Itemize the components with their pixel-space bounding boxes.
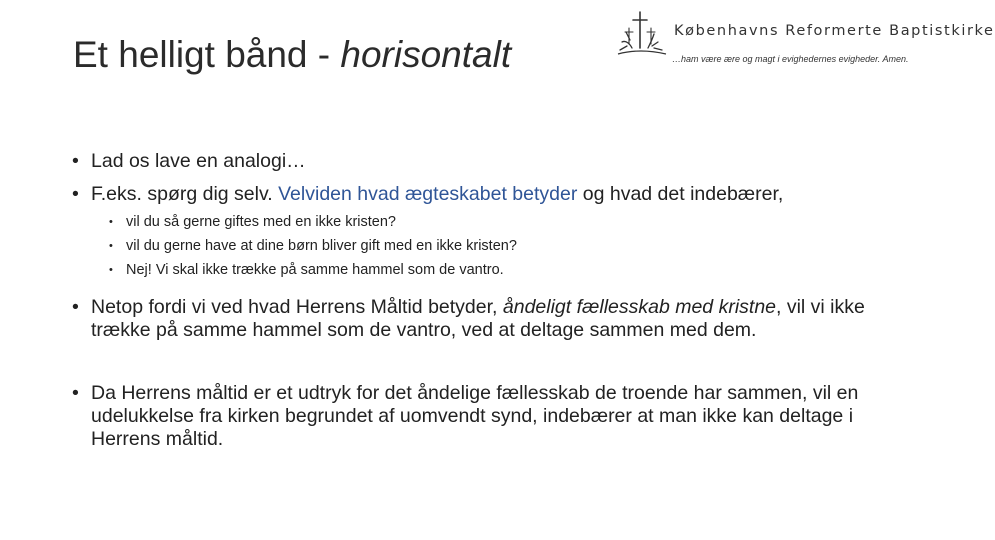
church-name: Københavns Reformerte Baptistkirke xyxy=(674,23,995,39)
bullet-dot: • xyxy=(72,296,79,318)
bullet-text-after: , vil vi ikke trække på samme hammel som de vantro, ved at deltage sammen med dem. xyxy=(91,296,865,341)
bullet-text xyxy=(91,183,932,206)
sub-bullet-text: vil du så gerne giftes med en ikke kristen? xyxy=(126,214,396,230)
church-logo xyxy=(618,10,995,70)
title-italic: horisontalt xyxy=(340,34,512,75)
sub-bullet-text: vil du gerne have at dine børn bliver gift med en ikke kristen? xyxy=(126,238,517,254)
bullet-dot: • xyxy=(72,150,79,172)
bullet-text-before: F.eks. spørg dig selv. xyxy=(91,183,279,205)
bullet-text xyxy=(91,296,892,342)
bullet-item-1 xyxy=(72,150,932,173)
bullet-item-4 xyxy=(72,382,892,451)
sub-bullet-dot: • xyxy=(109,264,113,276)
bullet-item-3 xyxy=(72,296,892,342)
title-main: Et helligt bånd - xyxy=(73,34,341,75)
bullet-text: Da Herrens måltid er et udtryk for det åndelige fællesskab de troende har sammen, vil en udelukkelse fra kirken begrundet af uomvendt synd, indebærer at man ikke kan deltage i Herrens måltid. xyxy=(91,382,859,450)
bullet-text-after: og hvad det indebærer, xyxy=(577,183,784,205)
bullet-dot: • xyxy=(72,183,79,205)
church-motto: …ham være ære og magt i evighedernes evigheder. Amen. xyxy=(672,54,909,64)
italic-phrase: åndeligt fællesskab med kristne xyxy=(502,296,777,318)
sub-bullet-item-2 xyxy=(109,237,909,256)
sub-bullet-dot: • xyxy=(109,216,113,228)
sub-bullet-dot: • xyxy=(109,240,113,252)
sub-bullet-item-1 xyxy=(109,213,909,232)
bullet-text: Lad os lave en analogi… xyxy=(91,150,306,172)
slide-title xyxy=(73,34,511,76)
sub-bullet-item-3 xyxy=(109,261,909,280)
bullet-text-before: Netop fordi vi ved hvad Herrens Måltid betyder, xyxy=(91,296,503,318)
sub-bullet-text: Nej! Vi skal ikke trække på samme hammel som de vantro. xyxy=(126,262,504,278)
bullet-item-2 xyxy=(72,183,932,206)
highlighted-phrase: Velviden hvad ægteskabet betyder xyxy=(278,183,578,205)
bullet-dot: • xyxy=(72,382,79,404)
cross-and-sunburst-icon xyxy=(618,10,678,62)
